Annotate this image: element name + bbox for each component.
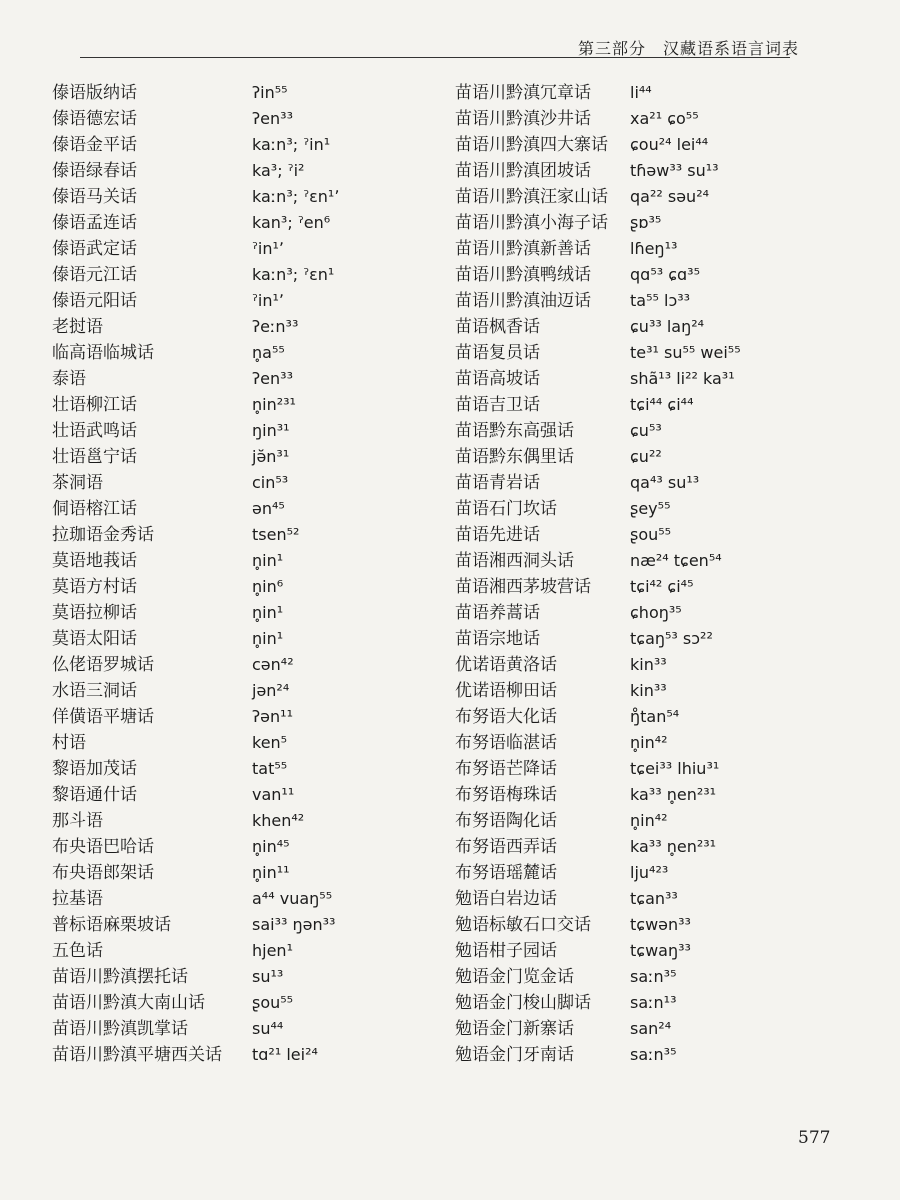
entry-row <box>52 522 432 548</box>
pronunciation: ɕu³³ laŋ²⁴ <box>630 317 705 336</box>
entry-row <box>52 340 432 366</box>
language-name: 苗语川黔滇小海子话 <box>455 213 608 233</box>
pronunciation: qa²² səu²⁴ <box>630 187 710 206</box>
language-name: 苗语川黔滇四大寨话 <box>455 135 608 155</box>
entry-row <box>455 80 855 106</box>
entry-row <box>52 652 432 678</box>
language-name: 勉语金门览金话 <box>455 967 574 987</box>
language-name: 傣语德宏话 <box>52 109 137 129</box>
pronunciation: cən⁴² <box>252 655 294 674</box>
entry-row <box>52 548 432 574</box>
pronunciation: ŋin³¹ <box>252 421 290 440</box>
language-name: 苗语黔东高强话 <box>455 421 574 441</box>
pronunciation: tat⁵⁵ <box>252 759 288 778</box>
entry-row <box>52 600 432 626</box>
pronunciation: n̥in⁴² <box>630 811 668 830</box>
entry-row <box>52 938 432 964</box>
entry-row <box>455 444 855 470</box>
pronunciation: tɕwən³³ <box>630 915 691 934</box>
pronunciation: a⁴⁴ vuaŋ⁵⁵ <box>252 889 333 908</box>
language-name: 拉基语 <box>52 889 103 909</box>
pronunciation: tɕan³³ <box>630 889 678 908</box>
language-name: 布努语西弄话 <box>455 837 557 857</box>
entry-row <box>455 522 855 548</box>
language-name: 傣语绿春话 <box>52 161 137 181</box>
entry-row <box>455 132 855 158</box>
pronunciation: tɦəw³³ su¹³ <box>630 161 719 180</box>
language-name: 莫语地莪话 <box>52 551 137 571</box>
language-name: 优诺语柳田话 <box>455 681 557 701</box>
language-name: 苗语湘西洞头话 <box>455 551 574 571</box>
language-name: 村语 <box>52 733 86 753</box>
pronunciation: qa⁴³ su¹³ <box>630 473 700 492</box>
language-name: 佯僙语平塘话 <box>52 707 154 727</box>
entry-row <box>455 1016 855 1042</box>
language-name: 勉语金门梭山脚话 <box>455 993 591 1013</box>
entry-row <box>52 236 432 262</box>
language-name: 黎语加茂话 <box>52 759 137 779</box>
pronunciation: shã¹³ li²² ka³¹ <box>630 369 735 388</box>
pronunciation: lɦeŋ¹³ <box>630 239 678 258</box>
language-name: 临高语临城话 <box>52 343 154 363</box>
pronunciation: tɑ²¹ lei²⁴ <box>252 1045 318 1064</box>
pronunciation: ˀin¹ʼ <box>252 239 284 258</box>
entry-row <box>52 444 432 470</box>
language-name: 苗语川黔滇摆托话 <box>52 967 188 987</box>
language-name: 傣语孟连话 <box>52 213 137 233</box>
pronunciation: ʔin⁵⁵ <box>252 83 288 102</box>
entry-row <box>455 704 855 730</box>
language-name: 苗语川黔滇汪家山话 <box>455 187 608 207</box>
pronunciation: tɕi⁴² ɕi⁴⁵ <box>630 577 694 596</box>
entry-row <box>455 262 855 288</box>
pronunciation: saːn³⁵ <box>630 1045 677 1064</box>
entry-row <box>455 366 855 392</box>
pronunciation: tɕi⁴⁴ ɕi⁴⁴ <box>630 395 694 414</box>
language-name: 勉语金门新寨话 <box>455 1019 574 1039</box>
language-name: 仫佬语罗城话 <box>52 655 154 675</box>
entry-row <box>52 132 432 158</box>
entry-row <box>52 80 432 106</box>
pronunciation: n̥a⁵⁵ <box>252 343 285 362</box>
language-name: 老挝语 <box>52 317 103 337</box>
language-name: 苗语川黔滇新善话 <box>455 239 591 259</box>
pronunciation: n̥in⁴⁵ <box>252 837 290 856</box>
entry-row <box>455 600 855 626</box>
language-name: 苗语高坡话 <box>455 369 540 389</box>
entry-row <box>52 184 432 210</box>
pronunciation: ka³; ˀi² <box>252 161 305 180</box>
language-name: 苗语枫香话 <box>455 317 540 337</box>
pronunciation: saːn¹³ <box>630 993 677 1012</box>
pronunciation: ɕu²² <box>630 447 662 466</box>
language-name: 布努语梅珠话 <box>455 785 557 805</box>
pronunciation: kaːn³; ˀɛn¹ʼ <box>252 187 340 206</box>
language-name: 黎语通什话 <box>52 785 137 805</box>
pronunciation: tsen⁵² <box>252 525 300 544</box>
pronunciation: tɕaŋ⁵³ sɔ²² <box>630 629 713 648</box>
pronunciation: ŋ̊tan⁵⁴ <box>630 707 680 726</box>
language-name: 苗语川黔滇凯掌话 <box>52 1019 188 1039</box>
entry-row <box>52 834 432 860</box>
pronunciation: te³¹ su⁵⁵ wei⁵⁵ <box>630 343 741 362</box>
entry-row <box>455 470 855 496</box>
entry-row <box>455 106 855 132</box>
entry-row <box>455 418 855 444</box>
pronunciation: ʔeːn³³ <box>252 317 299 336</box>
entry-row <box>455 756 855 782</box>
pronunciation: kan³; ˀen⁶ <box>252 213 331 232</box>
entry-row <box>455 938 855 964</box>
page-number: 577 <box>798 1128 831 1148</box>
entry-row <box>455 652 855 678</box>
language-name: 侗语榕江话 <box>52 499 137 519</box>
language-name: 那斗语 <box>52 811 103 831</box>
language-name: 苗语石门坎话 <box>455 499 557 519</box>
pronunciation: ən⁴⁵ <box>252 499 285 518</box>
entry-row <box>455 236 855 262</box>
language-name: 壮语柳江话 <box>52 395 137 415</box>
language-name: 傣语元阳话 <box>52 291 137 311</box>
pronunciation: ka³³ n̥en²³¹ <box>630 837 717 856</box>
pronunciation: n̥in¹ <box>252 603 284 622</box>
language-name: 傣语金平话 <box>52 135 137 155</box>
entry-row <box>455 886 855 912</box>
entry-row <box>52 470 432 496</box>
entry-row <box>52 418 432 444</box>
language-name: 布努语陶化话 <box>455 811 557 831</box>
entry-row <box>52 106 432 132</box>
pronunciation: li⁴⁴ <box>630 83 652 102</box>
left-column <box>52 80 432 1068</box>
pronunciation: tɕei³³ lhiu³¹ <box>630 759 720 778</box>
language-name: 布央语巴哈话 <box>52 837 154 857</box>
entry-row <box>455 392 855 418</box>
language-name: 莫语方村话 <box>52 577 137 597</box>
language-name: 苗语湘西茅坡营话 <box>455 577 591 597</box>
pronunciation: kin³³ <box>630 681 667 700</box>
language-name: 五色话 <box>52 941 103 961</box>
entry-row <box>52 704 432 730</box>
pronunciation: jən²⁴ <box>252 681 290 700</box>
entry-row <box>455 314 855 340</box>
language-name: 苗语先进话 <box>455 525 540 545</box>
language-name: 勉语白岩边话 <box>455 889 557 909</box>
pronunciation: saːn³⁵ <box>630 967 677 986</box>
entry-row <box>52 262 432 288</box>
pronunciation: ɕu⁵³ <box>630 421 662 440</box>
language-name: 勉语柑子园话 <box>455 941 557 961</box>
language-name: 苗语川黔滇冗章话 <box>455 83 591 103</box>
entry-row <box>455 730 855 756</box>
entry-row <box>52 392 432 418</box>
running-head: 第三部分 汉藏语系语言词表 <box>578 39 800 58</box>
pronunciation: cin⁵³ <box>252 473 289 492</box>
entry-row <box>52 496 432 522</box>
pronunciation: lju⁴²³ <box>630 863 669 882</box>
pronunciation: tɕwaŋ³³ <box>630 941 691 960</box>
entry-row <box>455 782 855 808</box>
language-name: 苗语黔东偶里话 <box>455 447 574 467</box>
language-name: 苗语养蒿话 <box>455 603 540 623</box>
language-name: 苗语川黔滇团坡话 <box>455 161 591 181</box>
entry-row <box>455 860 855 886</box>
entry-row <box>52 756 432 782</box>
pronunciation: n̥in¹¹ <box>252 863 290 882</box>
pronunciation: xa²¹ ɕo⁵⁵ <box>630 109 699 128</box>
language-name: 苗语川黔滇平塘西关话 <box>52 1045 222 1065</box>
language-name: 傣语马关话 <box>52 187 137 207</box>
entry-row <box>455 964 855 990</box>
pronunciation: jə̆n³¹ <box>252 447 290 466</box>
pronunciation: ˀin¹ʼ <box>252 291 284 310</box>
entry-row <box>52 782 432 808</box>
language-name: 勉语标敏石口交话 <box>455 915 591 935</box>
entry-row <box>52 1016 432 1042</box>
entry-row <box>455 678 855 704</box>
right-column <box>455 80 855 1068</box>
pronunciation: ʔən¹¹ <box>252 707 293 726</box>
language-name: 苗语川黔滇油迈话 <box>455 291 591 311</box>
pronunciation: su¹³ <box>252 967 284 986</box>
entry-row <box>52 366 432 392</box>
language-name: 布努语瑶麓话 <box>455 863 557 883</box>
pronunciation: van¹¹ <box>252 785 295 804</box>
pronunciation: san²⁴ <box>630 1019 672 1038</box>
pronunciation: n̥in⁴² <box>630 733 668 752</box>
pronunciation: n̥in¹ <box>252 551 284 570</box>
entry-row <box>455 210 855 236</box>
entry-row <box>52 626 432 652</box>
header-rule <box>80 57 790 58</box>
entry-row <box>455 158 855 184</box>
language-name: 布努语临湛话 <box>455 733 557 753</box>
pronunciation: n̥in⁶ <box>252 577 284 596</box>
pronunciation: næ²⁴ tɕen⁵⁴ <box>630 551 722 570</box>
language-name: 布努语大化话 <box>455 707 557 727</box>
pronunciation: kaːn³; ˀin¹ <box>252 135 331 154</box>
language-name: 苗语青岩话 <box>455 473 540 493</box>
pronunciation: su⁴⁴ <box>252 1019 284 1038</box>
entry-row <box>455 626 855 652</box>
entry-row <box>52 314 432 340</box>
pronunciation: n̥in¹ <box>252 629 284 648</box>
pronunciation: sai³³ ŋən³³ <box>252 915 336 934</box>
entry-row <box>52 1042 432 1068</box>
language-name: 苗语川黔滇沙井话 <box>455 109 591 129</box>
entry-row <box>52 886 432 912</box>
language-name: 拉珈语金秀话 <box>52 525 154 545</box>
pronunciation: ʂou⁵⁵ <box>252 993 294 1012</box>
pronunciation: ken⁵ <box>252 733 288 752</box>
language-name: 水语三洞话 <box>52 681 137 701</box>
pronunciation: qɑ⁵³ ɕɑ³⁵ <box>630 265 701 284</box>
language-name: 傣语武定话 <box>52 239 137 259</box>
pronunciation: kin³³ <box>630 655 667 674</box>
pronunciation: ta⁵⁵ lɔ³³ <box>630 291 691 310</box>
entry-row <box>52 808 432 834</box>
entry-row <box>52 860 432 886</box>
pronunciation: ʂey⁵⁵ <box>630 499 671 518</box>
pronunciation: ka³³ n̥en²³¹ <box>630 785 717 804</box>
entry-row <box>455 340 855 366</box>
entry-row <box>455 184 855 210</box>
entry-row <box>52 158 432 184</box>
language-name: 傣语元江话 <box>52 265 137 285</box>
entry-row <box>455 288 855 314</box>
entry-row <box>52 912 432 938</box>
entry-row <box>52 990 432 1016</box>
language-name: 莫语太阳话 <box>52 629 137 649</box>
entry-row <box>455 834 855 860</box>
entry-row <box>52 574 432 600</box>
entry-row <box>52 210 432 236</box>
entry-row <box>52 730 432 756</box>
language-name: 苗语复员话 <box>455 343 540 363</box>
entry-row <box>455 912 855 938</box>
language-name: 普标语麻栗坡话 <box>52 915 171 935</box>
language-name: 壮语武鸣话 <box>52 421 137 441</box>
entry-row <box>455 990 855 1016</box>
pronunciation: ʂou⁵⁵ <box>630 525 672 544</box>
language-name: 布努语芒降话 <box>455 759 557 779</box>
pronunciation: ɕhoŋ³⁵ <box>630 603 682 622</box>
language-name: 傣语版纳话 <box>52 83 137 103</box>
entry-row <box>52 678 432 704</box>
pronunciation: n̥in²³¹ <box>252 395 296 414</box>
entry-row <box>455 574 855 600</box>
pronunciation: ʔen³³ <box>252 369 293 388</box>
entry-row <box>52 964 432 990</box>
language-name: 优诺语黄洛话 <box>455 655 557 675</box>
language-name: 苗语宗地话 <box>455 629 540 649</box>
entry-row <box>52 288 432 314</box>
pronunciation: ʂɒ³⁵ <box>630 213 662 232</box>
pronunciation: ʔen³³ <box>252 109 293 128</box>
language-name: 勉语金门牙南话 <box>455 1045 574 1065</box>
language-name: 茶洞语 <box>52 473 103 493</box>
language-name: 苗语川黔滇大南山话 <box>52 993 205 1013</box>
pronunciation: ɕou²⁴ lei⁴⁴ <box>630 135 709 154</box>
pronunciation: hjen¹ <box>252 941 293 960</box>
entry-row <box>455 1042 855 1068</box>
language-name: 苗语吉卫话 <box>455 395 540 415</box>
language-name: 壮语邕宁话 <box>52 447 137 467</box>
language-name: 苗语川黔滇鸭绒话 <box>455 265 591 285</box>
entry-row <box>455 548 855 574</box>
entry-row <box>455 496 855 522</box>
language-name: 布央语郎架话 <box>52 863 154 883</box>
language-name: 莫语拉柳话 <box>52 603 137 623</box>
entry-row <box>455 808 855 834</box>
language-name: 泰语 <box>52 369 86 389</box>
pronunciation: kaːn³; ˀɛn¹ <box>252 265 335 284</box>
pronunciation: khen⁴² <box>252 811 305 830</box>
